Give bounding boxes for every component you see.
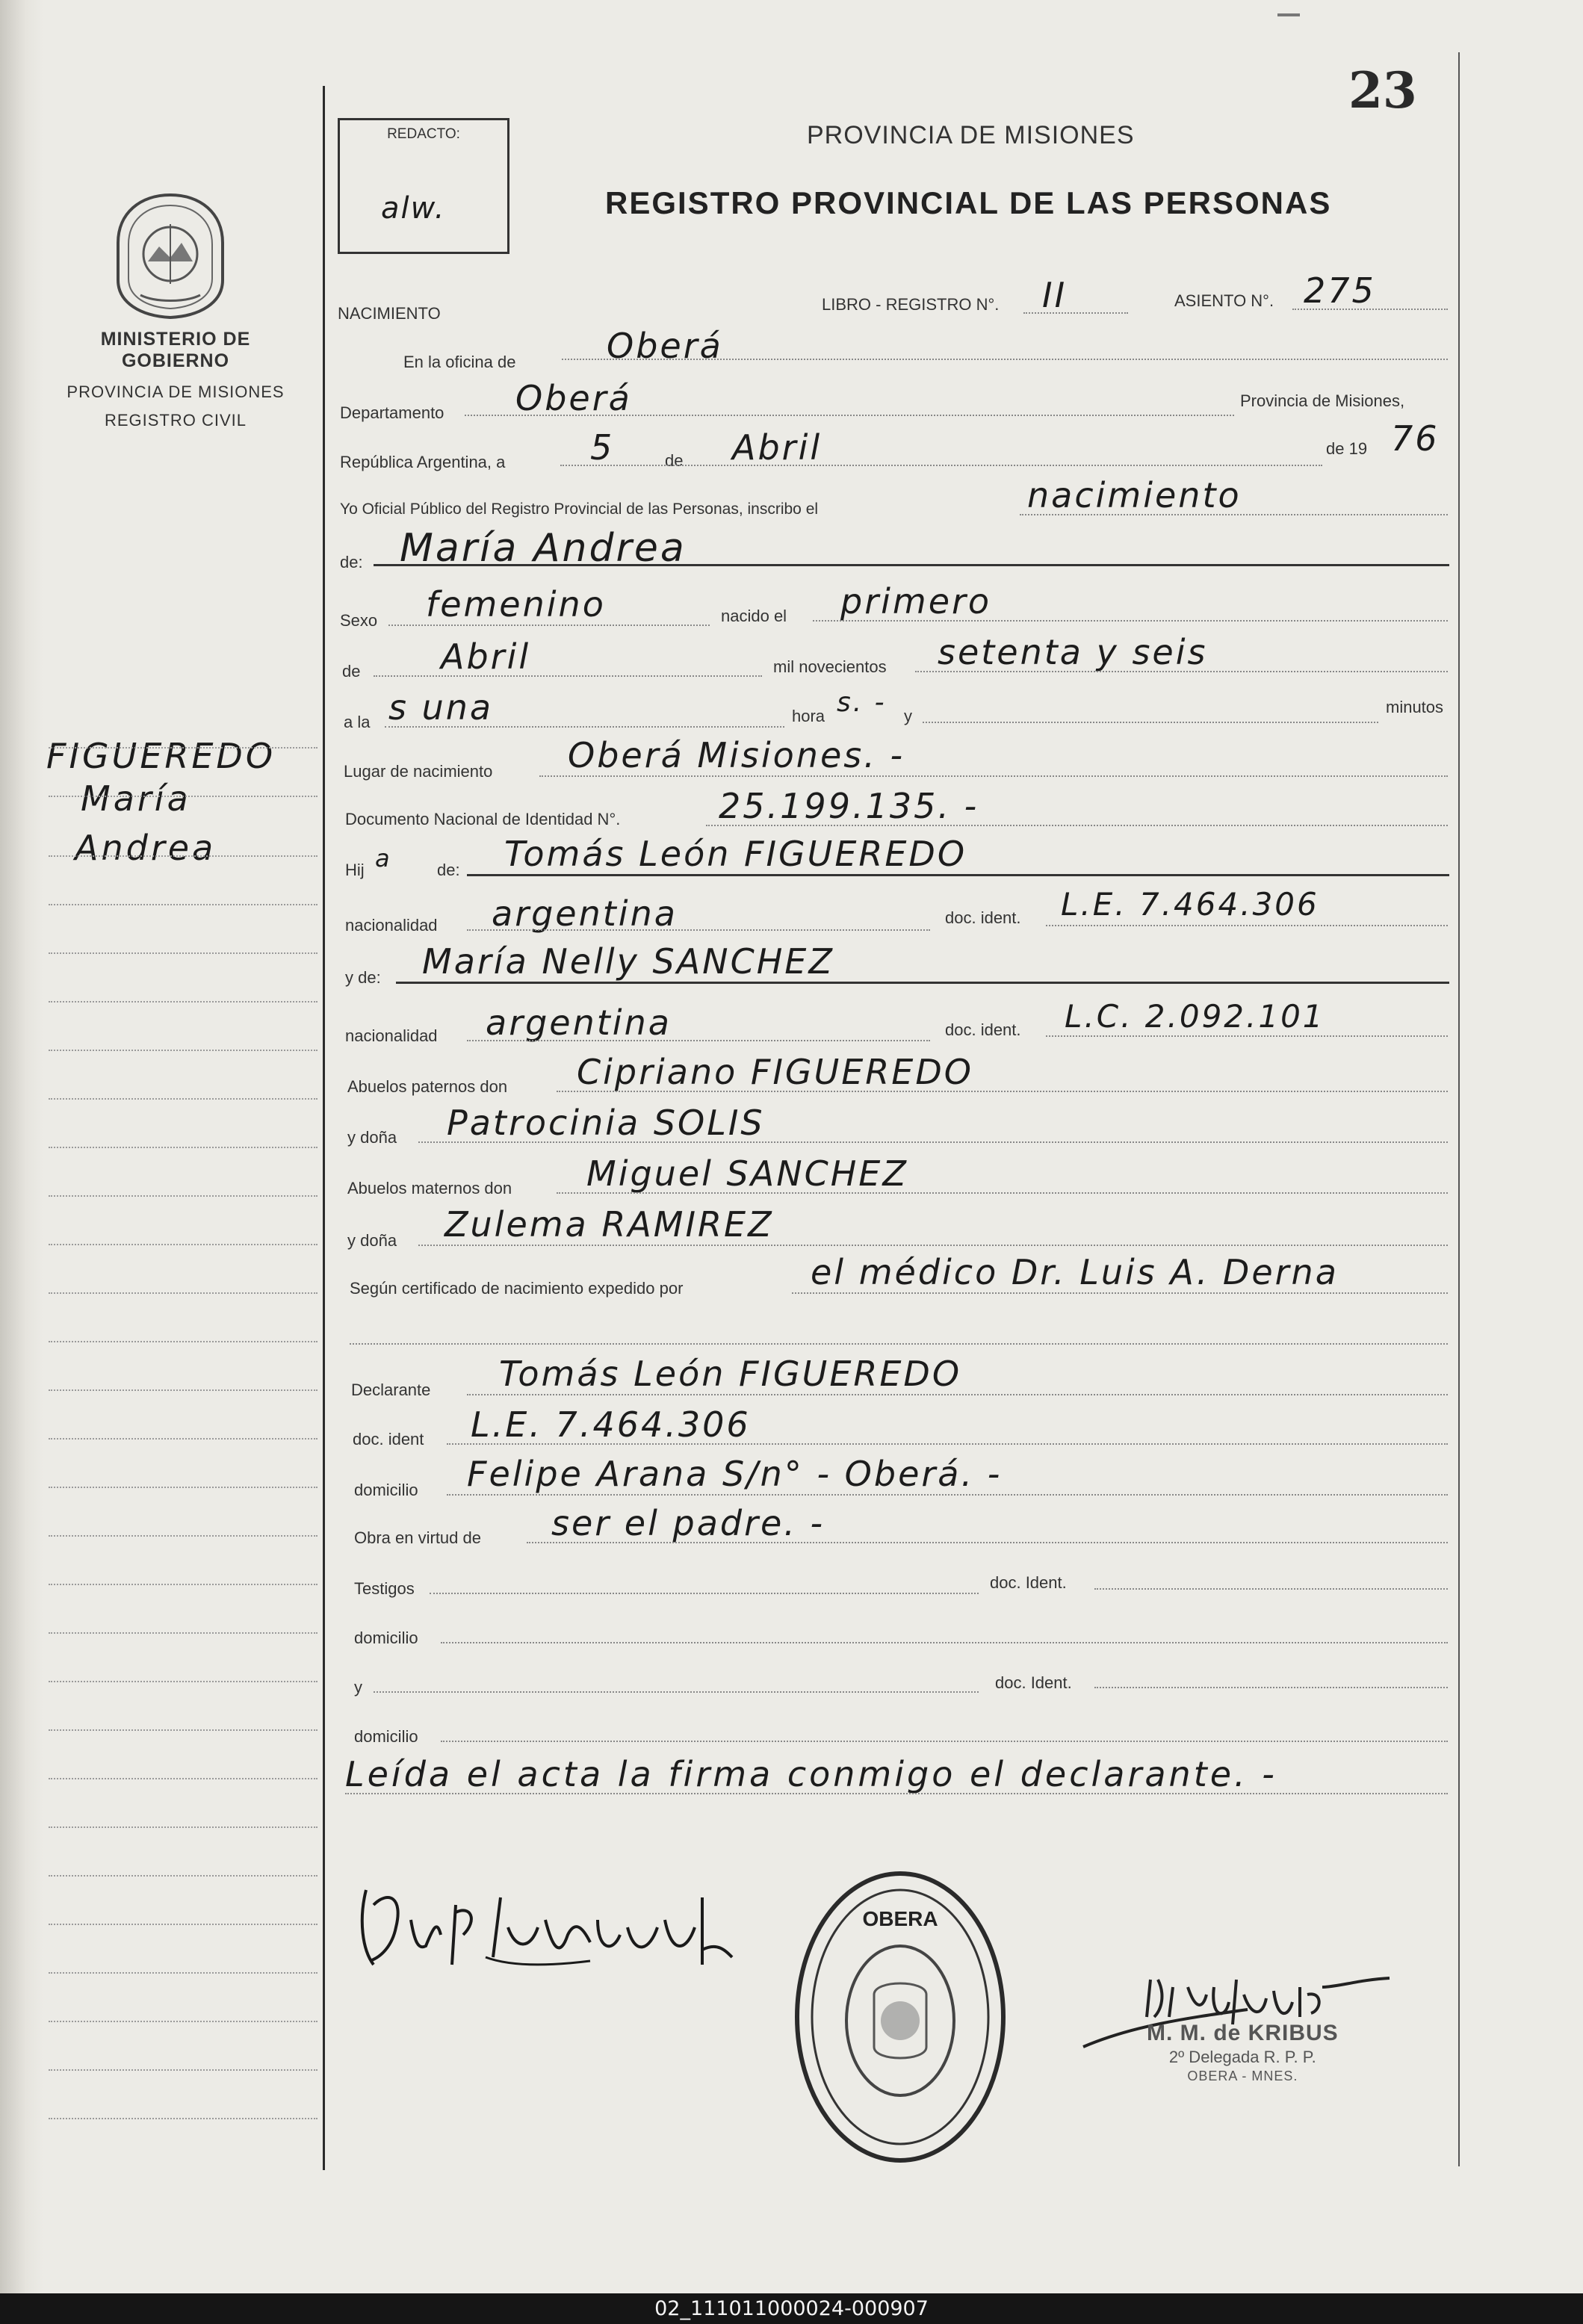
father-doc-value: L.E. 7.464.306	[1061, 886, 1319, 923]
sex-label: Sexo	[340, 611, 378, 630]
margin-rule	[49, 1487, 317, 1488]
witnesses-label: Testigos	[354, 1579, 415, 1598]
child-of-label: Hij	[345, 861, 365, 879]
margin-rule	[49, 1244, 317, 1245]
capacity-label: Obra en virtud de	[354, 1528, 481, 1547]
and-label: y	[904, 707, 912, 725]
mother-nationality-value: argentina	[486, 1003, 672, 1043]
closing-statement: Leída el acta la firma conmigo el declarante. -	[345, 1754, 1277, 1794]
margin-rule	[49, 1875, 317, 1877]
sex-line	[388, 625, 710, 626]
born-label: nacido el	[721, 607, 787, 625]
ministry-province: PROVINCIA DE MISIONES	[66, 382, 285, 401]
mother-doc-label: doc. ident.	[945, 1020, 1021, 1039]
child-of-value: a	[375, 844, 392, 873]
date-line	[560, 465, 1322, 466]
margin-rule	[49, 1147, 317, 1148]
margin-rule	[49, 2021, 317, 2022]
seal-city: OBERA	[862, 1907, 938, 1930]
asiento-line	[1292, 309, 1448, 310]
margin-rule	[49, 1924, 317, 1925]
ministry-block	[45, 329, 306, 430]
born-month-value: Abril	[441, 636, 531, 677]
dni-line	[706, 825, 1448, 826]
certificate-line-2	[350, 1343, 1448, 1345]
father-doc-label: doc. ident.	[945, 908, 1021, 927]
born-day-line	[813, 620, 1448, 622]
hour-prefix-label: a la	[344, 713, 371, 731]
father-nationality-label: nacionalidad	[345, 916, 438, 935]
margin-divider	[323, 86, 325, 2170]
witness2-address-label: domicilio	[354, 1727, 418, 1746]
margin-rule	[49, 1438, 317, 1440]
sex-value: femenino	[426, 584, 606, 625]
born-day-value: primero	[840, 581, 992, 622]
redacto-value: alw.	[381, 191, 446, 226]
day-value: 5	[590, 427, 615, 468]
hour-words-line	[385, 726, 784, 728]
maternal-grandmother-value: Zulema RAMIREZ	[444, 1204, 774, 1245]
paternal-grandmother-label: y doña	[347, 1128, 397, 1147]
oficial-label: Yo Oficial Público del Registro Provincial de las Personas, inscribo el	[340, 501, 819, 518]
capacity-line	[527, 1542, 1448, 1543]
paternal-grandfather-value: Cipriano FIGUEREDO	[577, 1052, 973, 1092]
margin-first-name: María	[81, 778, 191, 819]
father-nationality-line	[467, 929, 930, 931]
asiento-label: ASIENTO N°.	[1174, 291, 1274, 310]
scan-mark	[1277, 13, 1300, 16]
declarant-line	[467, 1394, 1448, 1395]
oficina-line	[562, 359, 1448, 360]
witness1-line	[430, 1593, 979, 1594]
margin-rule	[49, 1729, 317, 1731]
born-year-line	[915, 671, 1448, 672]
mother-doc-value: L.C. 2.092.101	[1065, 998, 1325, 1035]
declarant-address-line	[447, 1494, 1448, 1496]
witness2-address-line	[441, 1741, 1448, 1742]
mother-name-line	[396, 982, 1449, 984]
margin-rule	[49, 1292, 317, 1294]
witness1-address-line	[441, 1642, 1448, 1643]
mother-prefix-label: y de:	[345, 968, 381, 987]
declarant-doc-label: doc. ident	[353, 1430, 424, 1448]
mother-doc-line	[1046, 1035, 1448, 1037]
paternal-grandfather-label: Abuelos paternos don	[347, 1077, 508, 1096]
margin-rule	[49, 1050, 317, 1051]
hour-words-value: s una	[388, 687, 494, 728]
certificate-line	[792, 1292, 1448, 1294]
margin-rule	[49, 1972, 317, 1974]
margin-rule	[49, 1778, 317, 1779]
witness2-label: y	[354, 1678, 362, 1696]
dni-label: Documento Nacional de Identidad N°.	[345, 810, 621, 828]
de-label: de	[665, 451, 684, 470]
name-label: de:	[340, 553, 363, 571]
republica-label: República Argentina, a	[340, 453, 506, 471]
witness2-doc-label: doc. Ident.	[995, 1673, 1072, 1692]
father-name-line	[467, 874, 1449, 876]
officer-role: 2º Delegada R. P. P.	[1168, 2048, 1316, 2066]
margin-rule	[49, 1098, 317, 1100]
declarant-address-label: domicilio	[354, 1481, 418, 1499]
officer-name: M. M. de KRIBUS	[1147, 2021, 1339, 2045]
libro-line	[1023, 312, 1128, 314]
hour-label: hora	[792, 707, 825, 725]
hour-value: s. -	[837, 687, 887, 718]
certificate-label: Según certificado de nacimiento expedido por	[350, 1279, 684, 1298]
certificate-value: el médico Dr. Luis A. Derna	[811, 1252, 1339, 1292]
margin-rule	[49, 1389, 317, 1391]
margin-rule	[49, 1535, 317, 1537]
father-name-value: Tomás León FIGUEREDO	[504, 834, 967, 874]
departamento-value: Oberá	[515, 378, 632, 418]
margin-surname: FIGUEREDO	[46, 736, 276, 776]
declarant-value: Tomás León FIGUEREDO	[499, 1354, 962, 1394]
birthplace-value: Oberá Misiones. -	[568, 735, 905, 775]
minutes-label: minutos	[1386, 698, 1444, 716]
maternal-grandfather-value: Miguel SANCHEZ	[586, 1153, 908, 1194]
born-month-label: de	[342, 662, 361, 681]
margin-rule	[49, 1195, 317, 1197]
margin-rule	[49, 1341, 317, 1342]
margin-rule	[49, 2069, 317, 2071]
month-value: Abril	[732, 427, 823, 468]
maternal-grandmother-label: y doña	[347, 1231, 397, 1250]
mother-nationality-label: nacionalidad	[345, 1026, 438, 1045]
child-name-line	[374, 564, 1449, 566]
act-kind-line	[1020, 514, 1448, 515]
page-number: 23	[1348, 61, 1417, 120]
ministry-registry: REGISTRO CIVIL	[104, 411, 247, 430]
header-registry: REGISTRO PROVINCIAL DE LAS PERSONAS	[605, 185, 1332, 220]
margin-rule	[49, 952, 317, 954]
year-label: de 19	[1326, 439, 1368, 458]
redacto-label: REDACTO:	[387, 126, 460, 142]
asiento-value: 275	[1304, 270, 1376, 311]
act-type-label: NACIMIENTO	[338, 304, 441, 323]
scan-footer-id: 02_111011000024-000907	[0, 2293, 1583, 2324]
mother-name-value: María Nelly SANCHEZ	[422, 941, 834, 982]
margin-rule	[49, 747, 317, 749]
provincia-label: Provincia de Misiones,	[1240, 391, 1405, 410]
margin-rule	[49, 1001, 317, 1003]
year-value: 76	[1391, 418, 1440, 459]
born-year-label: mil novecientos	[773, 657, 887, 676]
born-year-value: setenta y seis	[938, 632, 1208, 672]
declarant-label: Declarante	[351, 1381, 431, 1399]
dni-value: 25.199.135. -	[719, 786, 979, 826]
margin-rule	[49, 904, 317, 905]
province-emblem-icon	[111, 190, 230, 321]
father-nationality-value: argentina	[492, 893, 678, 934]
ministry-title: MINISTERIO DE GOBIERNO	[100, 329, 251, 371]
declarant-signature	[351, 1875, 777, 1980]
birthplace-label: Lugar de nacimiento	[344, 762, 493, 781]
paternal-grandfather-line	[557, 1091, 1448, 1092]
margin-rule	[49, 2118, 317, 2119]
witness1-doc-label: doc. Ident.	[990, 1573, 1067, 1592]
declarant-doc-value: L.E. 7.464.306	[471, 1404, 751, 1445]
act-kind-value: nacimiento	[1027, 475, 1242, 515]
closing-line	[345, 1793, 1448, 1794]
margin-rule	[49, 1584, 317, 1585]
declarant-doc-line	[447, 1443, 1448, 1445]
libro-value: II	[1042, 275, 1068, 315]
page-binding-shadow	[0, 0, 43, 2293]
margin-rule	[49, 855, 317, 857]
departamento-label: Departamento	[340, 403, 444, 422]
birthplace-line	[539, 775, 1448, 777]
margin-rule	[49, 1681, 317, 1682]
oficina-label: En la oficina de	[403, 353, 516, 371]
witness1-doc-line	[1094, 1588, 1448, 1590]
father-prefix-label: de:	[437, 861, 460, 879]
libro-label: LIBRO - REGISTRO N°.	[822, 295, 1000, 314]
paternal-grandmother-line	[418, 1141, 1448, 1143]
margin-rule	[49, 796, 317, 797]
witness1-address-label: domicilio	[354, 1629, 418, 1647]
officer-stamp	[1147, 2021, 1339, 2084]
margin-second-name: Andrea	[75, 828, 217, 868]
departamento-line	[465, 415, 1234, 416]
father-doc-line	[1046, 925, 1448, 926]
margin-rule	[49, 1632, 317, 1634]
born-month-line	[374, 675, 762, 677]
child-name-value: María Andrea	[400, 526, 687, 571]
margin-rule	[49, 1826, 317, 1828]
witness2-doc-line	[1094, 1687, 1448, 1688]
declarant-address-value: Felipe Arana S/n° - Oberá. -	[467, 1454, 1003, 1494]
maternal-grandfather-line	[557, 1192, 1448, 1194]
minutes-line	[923, 722, 1378, 723]
officer-place: OBERA - MNES.	[1187, 2069, 1298, 2083]
redacto-box	[338, 118, 509, 254]
right-border	[1458, 52, 1460, 2166]
paternal-grandmother-value: Patrocinia SOLIS	[447, 1103, 765, 1143]
maternal-grandfather-label: Abuelos maternos don	[347, 1179, 512, 1197]
oficina-value: Oberá	[607, 326, 723, 366]
witness2-line	[374, 1691, 979, 1693]
capacity-value: ser el padre. -	[551, 1503, 825, 1543]
mother-nationality-line	[467, 1040, 930, 1041]
registry-seal	[792, 1868, 1009, 2166]
maternal-grandmother-line	[418, 1245, 1448, 1246]
header-province: PROVINCIA DE MISIONES	[807, 121, 1135, 149]
